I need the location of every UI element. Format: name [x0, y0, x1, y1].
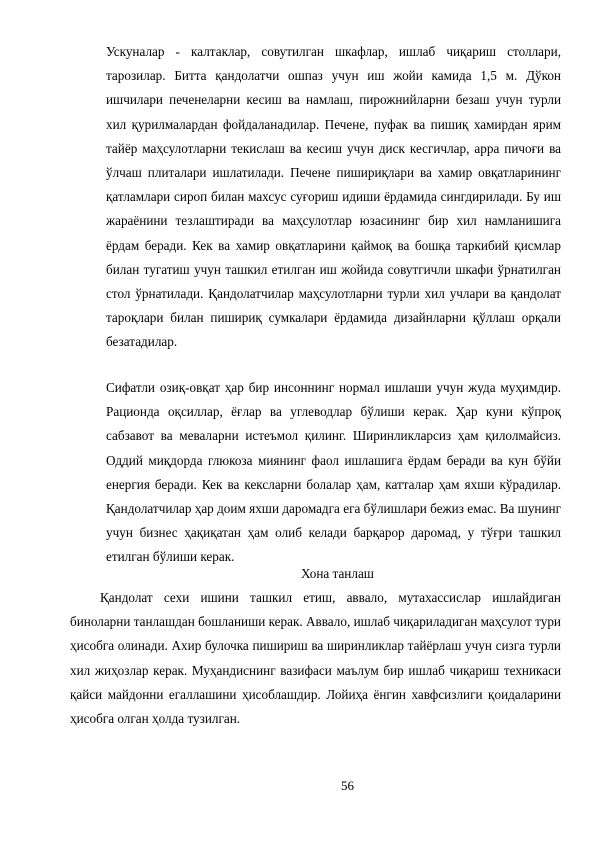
- paragraph-equipment: Ускуналар - калтаклар, совутилган шкафлар, ишлаб чиқариш столлари, тарозилар. Битта қандолатчи ошпаз учун иш жойи камида 1,5 м. Дўкон ишчилари печенеларни кесиш ва намлаш, пирожнийларни безаш учун турли хил қурилмалардан фойдаланадилар. Печене, пуфак ва пишиқ хамирдан ярим тайёр маҳсулотларни текислаш ва кесиш учун диск кесгичлар, арра пичоғи ва ўлчаш плиталари ишлатилади. Печене пишириқлари ва хамир овқатларининг қатламлари сироп билан махсус суғориш идиши ёрдамида сингдирилади. Бу иш жараёнини тезлаштиради ва маҳсулотлар юзасининг бир хил намланишига ёрдам беради. Кек ва хамир овқатларини қаймоқ ва бошқа таркибий қисмлар билан тугатиш учун ташкил етилган иш жойида совутгичли шкафи ўрнатилган стол ўрнатилади. Қандолатчилар маҳсулотларни турли хил учлари ва қандолат тароқлари билан пишириқ сумкалари ёрдамида дизайнларни қўллаш орқали безатадилар.: [106, 44, 561, 350]
- page-number: 56: [341, 778, 354, 793]
- paragraph-room-selection: Қандолат сехи ишини ташкил етиш, аввало, мутахассислар ишлайдиган биноларни танлашдан бошланиши керак. Аввало, ишлаб чиқариладиган маҳсулот тури ҳисобга олинади. Ахир булочка пишириш ва ширинликлар тайёрлаш учун сизга турли хил жиҳозлар керак. Муҳандиснинг вазифаси маълум бир ишлаб чиқариш техникаси қайси майдонни егаллашини ҳисоблашдир. Лойиҳа ёнгин хавфсизлиги қоидаларини ҳисобга олган ҳолда тузилган.: [70, 590, 561, 727]
- paragraph-nutrition: Сифатли озиқ-овқат ҳар бир инсоннинг нормал ишлаши учун жуда муҳимдир. Рационда оқсиллар, ёғлар ва углеводлар бўлиши керак. Ҳар куни кўпроқ сабзавот ва меваларни истеъмол қилинг. Ширинликларсиз ҳам қилолмайсиз. Оддий миқдорда глюкоза миянинг фаол ишлашига ёрдам беради ва кун бўйи енергия беради. Кек ва кексларни болалар ҳам, катталар ҳам яхши кўрадилар. Қандолатчилар ҳар доим яхши даромадга ега бўлишлари бежиз емас. Ва шунинг учун бизнес ҳақиқатан ҳам олиб келади барқарор даромад, у тўғри ташкил етилган бўлиши керак.: [106, 380, 561, 565]
- section-heading: Хона танлаш: [301, 566, 374, 581]
